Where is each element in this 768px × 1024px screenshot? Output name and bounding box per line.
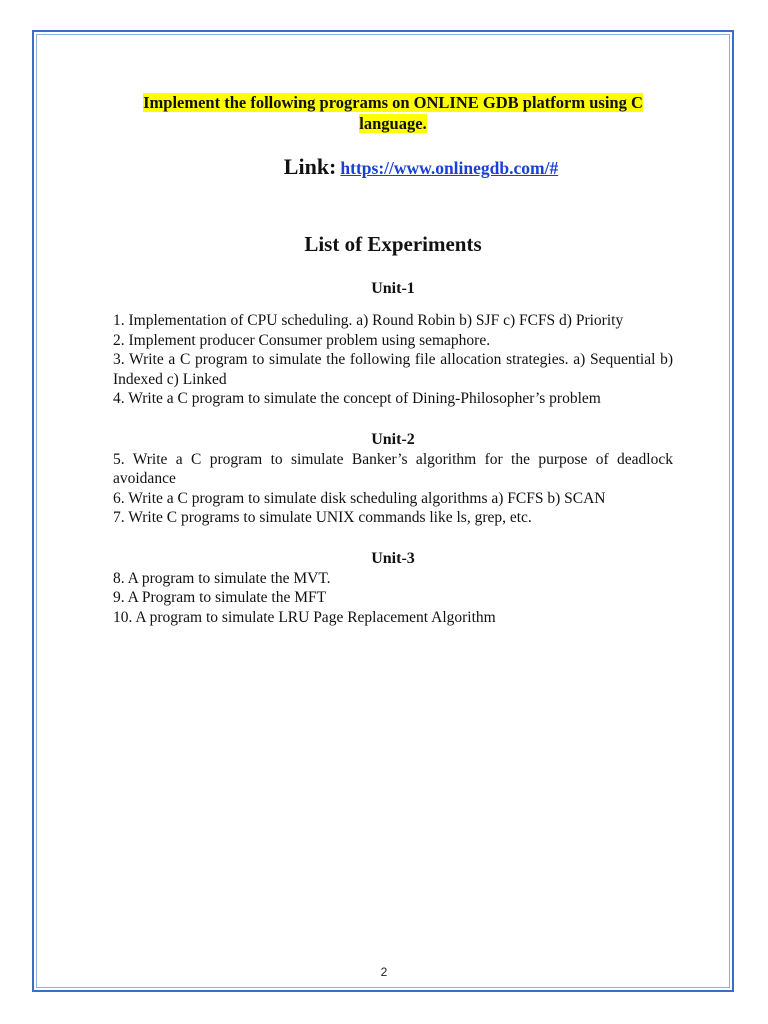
list-item: 9. A Program to simulate the MFT	[113, 589, 327, 606]
list-item: 8. A program to simulate the MVT.	[113, 569, 331, 587]
link-label: Link:	[283, 154, 337, 179]
list-item: 7. Write C programs to simulate UNIX commands like ls, grep, etc.	[113, 509, 532, 526]
unit-3-title: Unit-3	[371, 549, 415, 567]
list-item: 2. Implement producer Consumer problem using semaphore.	[113, 331, 491, 349]
list-item: 3. Write a C program to simulate the following file allocation strategies. a) Sequential b) Indexed c) Linked	[113, 351, 673, 388]
page-title: List of Experiments	[304, 232, 482, 256]
unit-3-list	[113, 569, 673, 628]
unit-1-list	[113, 311, 673, 409]
list-item: 4. Write a C program to simulate the concept of Dining-Philosopher’s problem	[113, 390, 601, 407]
onlinegdb-link[interactable]: https://www.onlinegdb.com/#	[340, 158, 559, 178]
intro-line-2: language.	[359, 114, 427, 133]
list-item: 1. Implementation of CPU scheduling. a) Round Robin b) SJF c) FCFS d) Priority	[113, 312, 624, 329]
document-content	[113, 92, 673, 627]
unit-1-title: Unit-1	[371, 280, 415, 297]
unit-2-list	[113, 450, 673, 528]
unit-2-title: Unit-2	[371, 430, 415, 448]
link-line	[113, 154, 673, 180]
list-item: 10. A program to simulate LRU Page Replacement Algorithm	[113, 608, 496, 626]
list-item: 5. Write a C program to simulate Banker’s algorithm for the purpose of deadlock avoidance	[113, 450, 673, 487]
intro-line-1: Implement the following programs on ONLINE GDB platform using C	[143, 93, 643, 112]
page-number: 2	[380, 965, 388, 979]
intro-instruction	[113, 92, 673, 134]
list-item: 6. Write a C program to simulate disk scheduling algorithms a) FCFS b) SCAN	[113, 489, 606, 507]
